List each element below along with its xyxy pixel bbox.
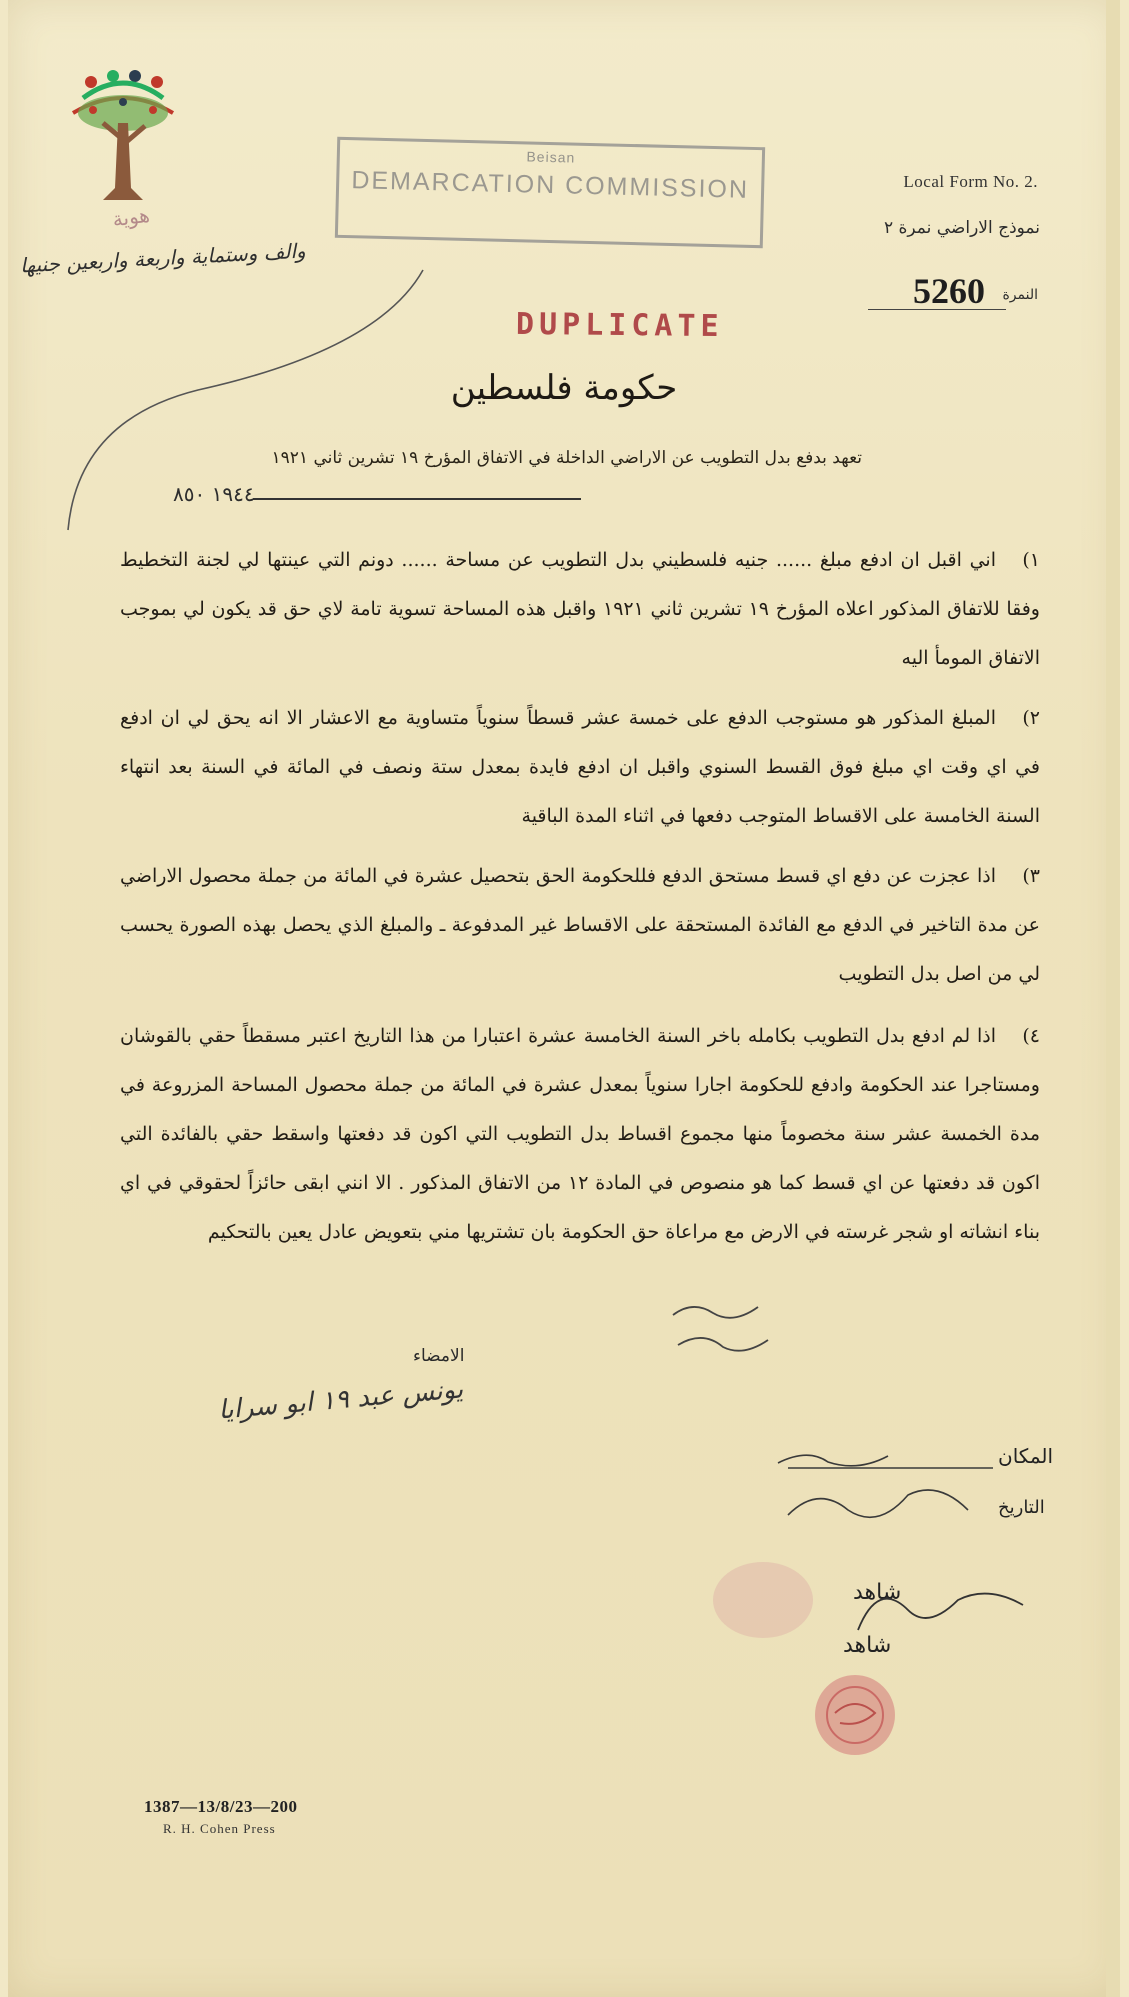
number-underline bbox=[868, 309, 1006, 310]
date-label: التاريخ bbox=[998, 1497, 1045, 1518]
clause-text: اذا لم ادفع بدل التطويب بكامله باخر السنة الخامسة عشرة اعتبارا من هذا التاريخ اعتبر مسقطاً حقي بالقوشان ومستاجرا عند الحكومة وادفع للحكومة اجارا سنوياً بمعدل عشرة في المائة من جملة محصول المساحة المزروعة في مدة الخمسة عشر سنة مخصوماً منها مجموع اقساط بدل التطويب التي اكون قد دفعتها واسقط حقي بالفائدة التي اكون قد دفعتها عن اي قسط كما هو منصوص في المادة ١٢ من الاتفاق المذكور . الا انني ابقى حائزاً لحقوقي في اي بناء انشاته او شجر غرسته في الارض مع مراعاة حق الحكومة بان تشتريها مني بتعويض عادل يعين بالتحكيم bbox=[120, 1025, 1040, 1243]
handwritten-scribble-icon bbox=[663, 1295, 783, 1365]
clause-text: اني اقبل ان ادفع مبلغ ...... جنيه فلسطيني بدل التطويب عن مساحة ...... دونم التي عينتها لي لجنة التخطيط وفقا للاتفاق المذكور اعلاه المؤرخ ١٩ تشرين ثاني ١٩٢١ واقبل هذه المساحة تسوية تامة لاي حق قد يكون لي بموجب الاتفاق المومأ اليه bbox=[120, 549, 1040, 669]
stamp-top-text: Beisan bbox=[526, 148, 576, 166]
number-label: النمرة bbox=[1002, 287, 1038, 303]
clause-2 bbox=[120, 694, 1040, 841]
demarcation-stamp bbox=[335, 137, 765, 248]
clause-4 bbox=[120, 1012, 1040, 1257]
form-number: 5260 bbox=[913, 271, 985, 311]
tree-logo-icon bbox=[63, 68, 183, 208]
stamp-main-text: DEMARCATION COMMISSION bbox=[351, 166, 750, 204]
handwritten-signature: يونس عبد ١٩ ابو سرايا bbox=[217, 1374, 465, 1426]
logo-caption: هوية bbox=[110, 202, 152, 232]
handwritten-note: والف وستماية واربعة واربعين جنيها bbox=[19, 238, 307, 278]
red-seal-icon bbox=[805, 1665, 905, 1765]
clause-1 bbox=[120, 536, 1040, 683]
clause-number: ٤) bbox=[1022, 1025, 1040, 1047]
amount-underline bbox=[253, 498, 581, 500]
clause-number: ٣) bbox=[1022, 865, 1040, 887]
witness-label-1: شاهد bbox=[853, 1580, 902, 1605]
handwritten-amount: ١٩٤٤ ٨٥٠ bbox=[173, 482, 255, 506]
place-label: المكان bbox=[998, 1444, 1054, 1468]
witness-label-2: شاهد bbox=[843, 1633, 892, 1658]
clause-number: ١) bbox=[1022, 549, 1040, 571]
clause-number: ٢) bbox=[1022, 707, 1040, 729]
printer-code: 1387—13/8/23—200 bbox=[144, 1797, 298, 1816]
duplicate-stamp: DUPLICATE bbox=[515, 306, 724, 345]
date-handwriting-icon bbox=[768, 1470, 998, 1540]
clause-text: المبلغ المذكور هو مستوجب الدفع على خمسة عشر قسطاً سنوياً متساوية مع الاعشار الا انه يحق لي ان ادفع في اي وقت اي مبلغ فوق القسط السنوي واقبل ان ادفع فايدة بمعدل ستة ونصف في المائة في السنة بعد انتهاء السنة الخامسة على الاقساط المتوجب دفعها في اثناء المدة الباقية bbox=[120, 707, 1040, 827]
local-form-label: Local Form No. 2. bbox=[903, 172, 1038, 191]
printer-name: R. H. Cohen Press bbox=[163, 1821, 276, 1836]
signature-label: الامضاء bbox=[413, 1346, 465, 1366]
form-label-arabic: نموذج الاراضي نمرة ٢ bbox=[883, 218, 1040, 238]
page-edge bbox=[1106, 0, 1120, 1997]
clause-3 bbox=[120, 852, 1040, 999]
document-subtitle: تعهد بدفع بدل التطويب عن الاراضي الداخلة في الاتفاق المؤرخ ١٩ تشرين ثاني ١٩٢١ bbox=[271, 448, 862, 468]
clause-text: اذا عجزت عن دفع اي قسط مستحق الدفع فللحكومة الحق بتحصيل عشرة في المائة من جملة محصول الاراضي عن مدة التاخير في الدفع مع الفائدة المستحقة على الاقساط غير المدفوعة ـ والمبلغ الذي يحصل بهذه الصورة يحسب لي من اصل بدل التطويب bbox=[120, 865, 1040, 985]
faint-seal-icon bbox=[708, 1555, 818, 1645]
page-title: حكومة فلسطين bbox=[450, 368, 678, 408]
document-page bbox=[8, 0, 1120, 1997]
